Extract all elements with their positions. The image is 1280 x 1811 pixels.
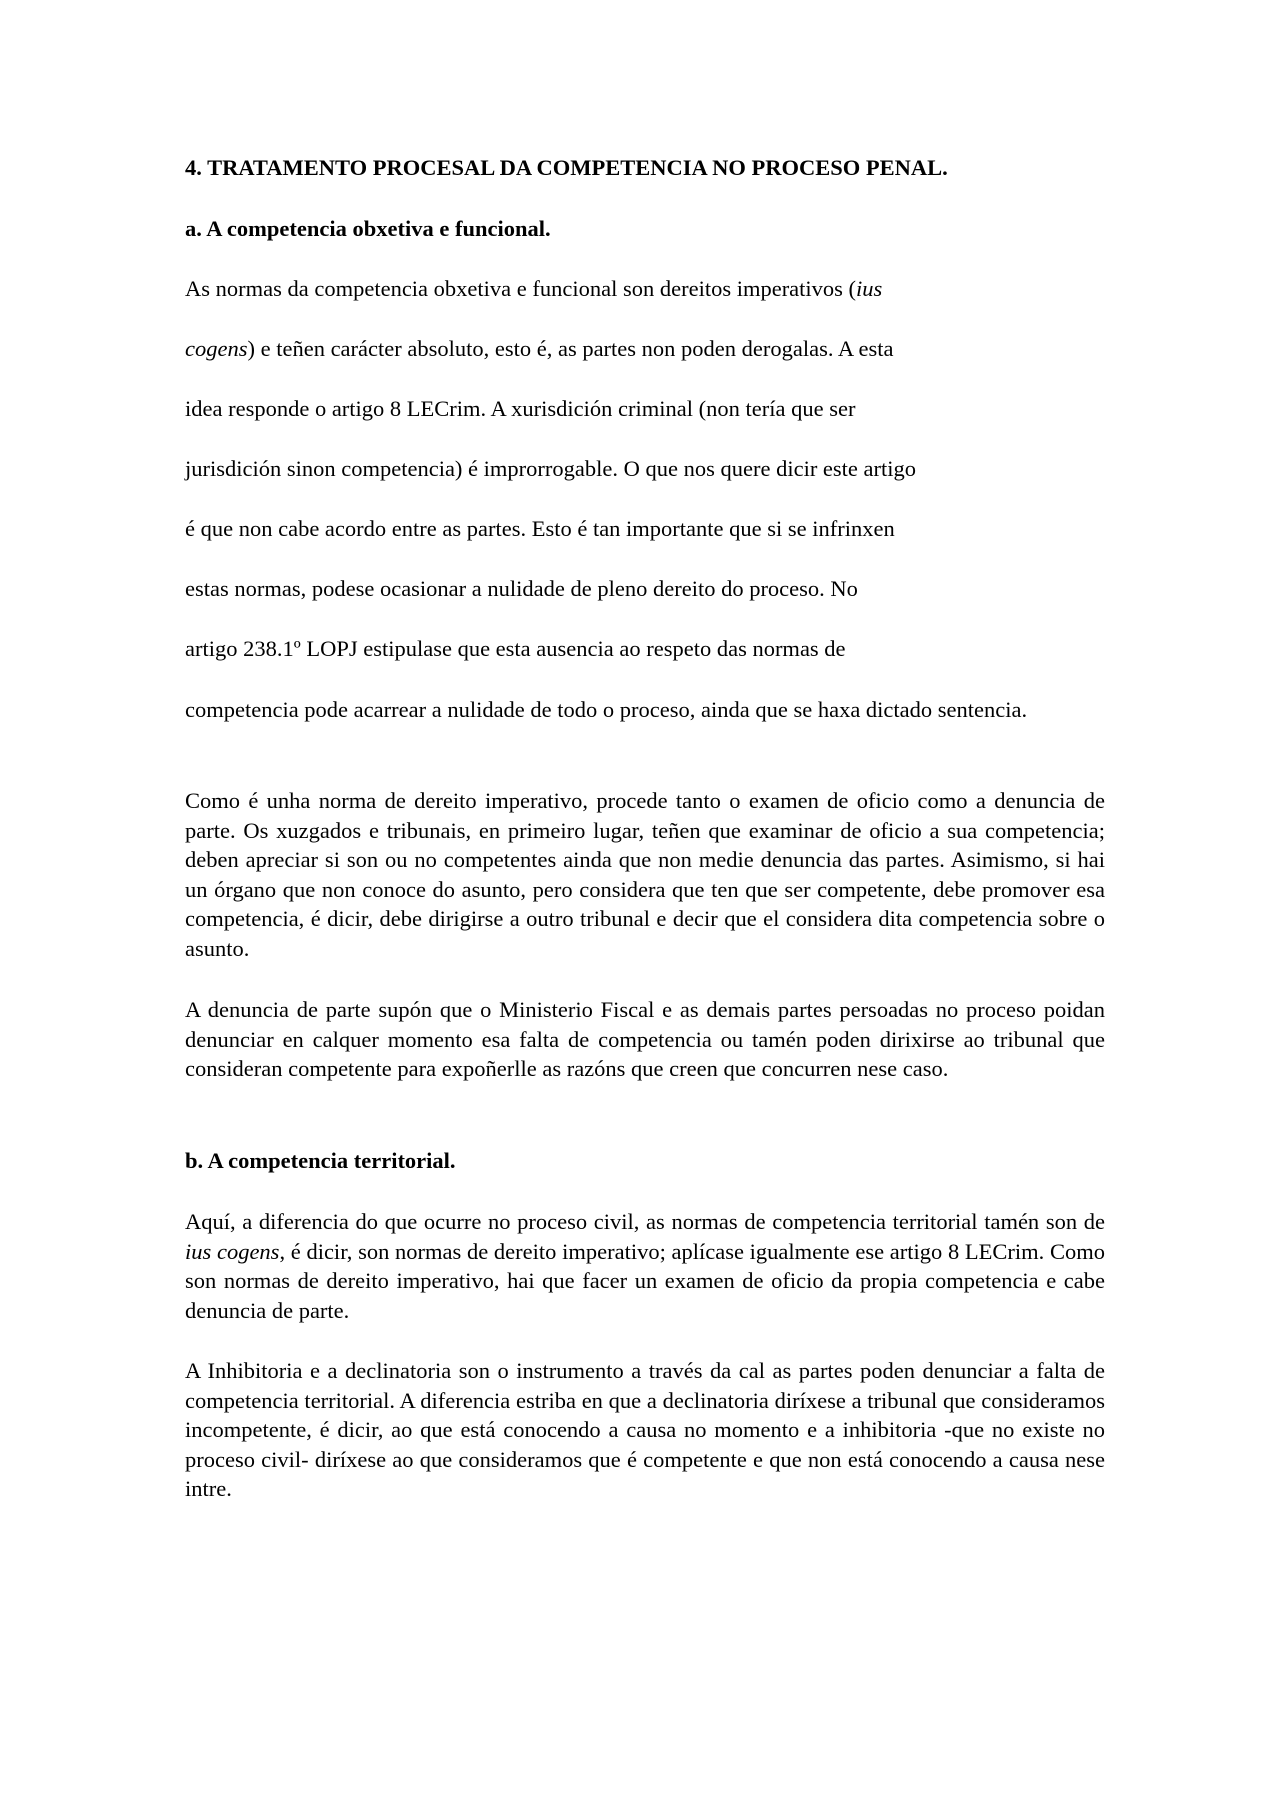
paragraph-text: A Inhibitoria e a declinatoria son o instrumento a través da cal as partes poden denunciar a falta de competencia territorial. A diferencia estriba en que a declinatoria diríxese a tribunal que consideramos incompetente, é dicir, ao que está conocendo a causa no momento e a inhibitoria -que no existe no proceso civil- diríxese ao que consideramos que é competente e que non está conocendo a causa nese intre. (185, 1358, 1105, 1502)
paragraph-text: Como é unha norma de dereito imperativo, procede tanto o examen de oficio como a denuncia de parte. Os xuzgados e tribunais, en primeiro lugar, teñen que examinar de oficio a sua competencia; deben apreciar si son ou no competentes ainda que non medie denuncia das partes. Asimismo, si hai un órgano que non conoce do asunto, pero considera que ten que ser competente, debe promover esa competencia, é dicir, debe dirigirse a outro tribunal e decir que el considera dita competencia sobre o asunto. (185, 788, 1105, 961)
paragraph-line: estas normas, podese ocasionar a nulidade de pleno dereito do proceso. No (185, 576, 858, 601)
subsection-a-title: a. A competencia obxetiva e funcional. (185, 216, 551, 241)
subsection-b-title: b. A competencia territorial. (185, 1148, 456, 1173)
paragraph-line: idea responde o artigo 8 LECrim. A xurisdición criminal (non tería que ser (185, 396, 856, 421)
paragraph-line: As normas da competencia obxetiva e funcional son dereitos imperativos (ius (185, 276, 883, 301)
paragraph-line: cogens) e teñen carácter absoluto, esto é, as partes non poden derogalas. A esta (185, 336, 894, 361)
paragraph-text: competencia pode acarrear a nulidade de todo o proceso, ainda que se haxa dictado sentencia. (185, 697, 1028, 722)
paragraph-line: jurisdición sinon competencia) é improrrogable. O que nos quere dicir este artigo (185, 456, 917, 481)
section-heading: 4. TRATAMENTO PROCESAL DA COMPETENCIA NO PROCESO PENAL. (185, 155, 948, 180)
paragraph-line: artigo 238.1º LOPJ estipulase que esta ausencia ao respeto das normas de (185, 636, 846, 661)
paragraph-line: é que non cabe acordo entre as partes. Esto é tan importante que si se infrinxen (185, 516, 895, 541)
paragraph-text: Aquí, a diferencia do que ocurre no proceso civil, as normas de competencia territorial tamén son de ius cogens, é dicir, son normas de dereito imperativo; aplícase igualmente ese artigo 8 LECrim. Como son normas de dereito imperativo, hai que facer un examen de oficio da propia competencia e cabe denuncia de parte. (185, 1209, 1105, 1323)
paragraph-text: A denuncia de parte supón que o Ministerio Fiscal e as demais partes persoadas no proceso poidan denunciar en calquer momento esa falta de competencia ou tamén poden dirixirse ao tribunal que consideran competente para expoñerlle as razóns que creen que concurren nese caso. (185, 997, 1105, 1082)
